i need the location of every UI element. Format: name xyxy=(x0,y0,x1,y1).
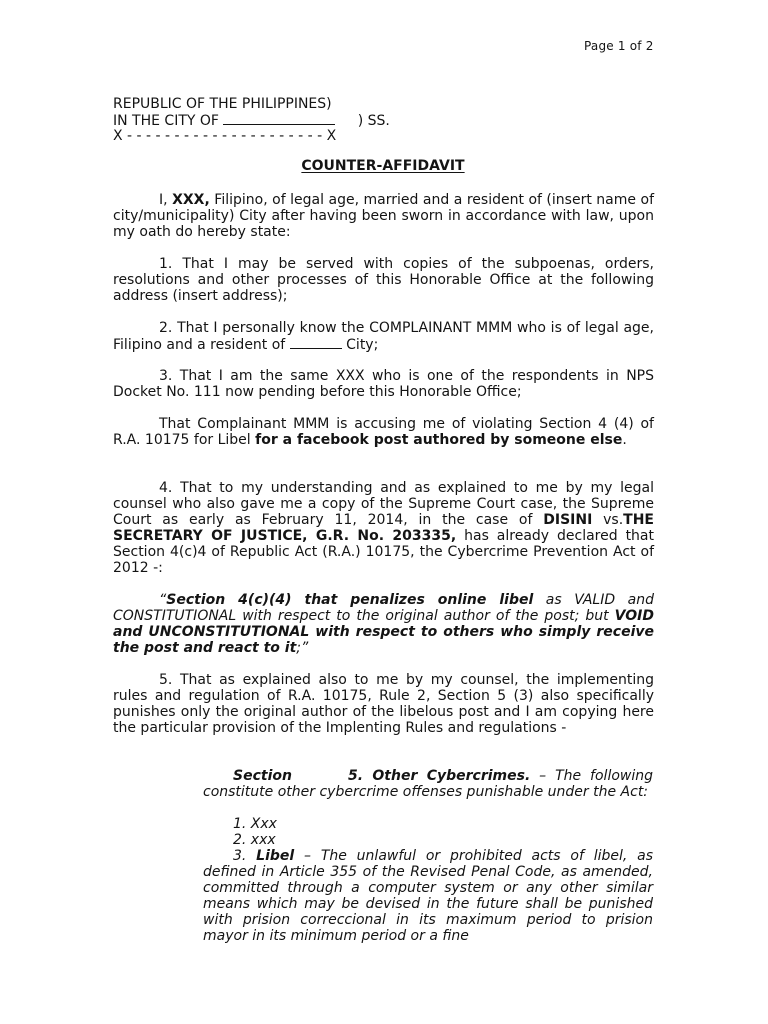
paragraph-accusation: That Complainant MMM is accusing me of violating Section 4 (4) of R.A. 10175 for Libel for a facebook post authored by someone else. xyxy=(113,416,654,448)
caption-x-line: X - - - - - - - - - - - - - - - - - - - - - X xyxy=(113,128,337,144)
city-blank xyxy=(223,112,335,125)
irr-item-3-libel: 3. Libel – The unlawful or prohibited acts of libel, as defined in Article 355 of the Revised Penal Code, as amended, committed through a computer system or any other similar means which may be devised in the future shall be punished with prision correccional in its maximum period to prision mayor in its minimum period or a fine xyxy=(203,848,653,944)
caption-republic: REPUBLIC OF THE PHILIPPINES) xyxy=(113,96,332,112)
affiant-name: XXX, xyxy=(172,192,210,208)
paragraph-1: 1. That I may be served with copies of the subpoenas, orders, resolutions and other processes of this Honorable Office at the following address (insert address); xyxy=(113,256,654,304)
ruling-quote: “Section 4(c)(4) that penalizes online libel as VALID and CONSTITUTIONAL with respect to the original author of the post; but VOID and UNCONSTITUTIONAL with respect to others who simply receive the post and react to it;” xyxy=(113,592,654,656)
paragraph-4: 4. That to my understanding and as explained to me by my legal counsel who also gave me a copy of the Supreme Court case, the Supreme Court as early as February 11, 2014, in the case of DISINI vs.THE SECRETARY OF JUSTICE, G.R. No. 203335, has already declared that Section 4(c)4 of Republic Act (R.A.) 10175, the Cybercrime Prevention Act of 2012 -: xyxy=(113,480,655,576)
residence-blank xyxy=(290,336,342,349)
paragraph-5: 5. That as explained also to me by my counsel, the implementing rules and regulation of R.A. 10175, Rule 2, Section 5 (3) also specifically punishes only the original author of the libelous post and I am copying here the particular provision of the Implenting Rules and regulations - xyxy=(113,672,654,736)
irr-section-5: Section 5. Other Cybercrimes. – The following constitute other cybercrime offenses punishable under the Act: xyxy=(203,768,653,800)
page-number: Page 1 of 2 xyxy=(584,39,654,53)
case-name-secretary: THE SECRETARY OF JUSTICE, G.R. No. 203335, xyxy=(113,512,654,544)
intro-paragraph: I, XXX, Filipino, of legal age, married and a resident of (insert name of city/municipality) City after having been sworn in accordance with law, upon my oath do hereby state: xyxy=(113,192,655,240)
paragraph-2: 2. That I personally know the COMPLAINANT MMM who is of legal age, Filipino and a resident of City; xyxy=(113,320,654,353)
case-name-disini: DISINI xyxy=(543,512,593,528)
irr-item-2: 2. xxx xyxy=(233,832,276,848)
caption-city-label: IN THE CITY OF xyxy=(113,113,219,129)
irr-item-1: 1. Xxx xyxy=(233,816,277,832)
document-title: COUNTER-AFFIDAVIT xyxy=(301,158,465,174)
irr-section-heading: Section 5. Other Cybercrimes. xyxy=(233,768,531,784)
caption-ss: ) SS. xyxy=(357,113,390,129)
caption-city xyxy=(113,112,653,129)
paragraph-3: 3. That I am the same XXX who is one of the respondents in NPS Docket No. 111 now pending before this Honorable Office; xyxy=(113,368,654,400)
